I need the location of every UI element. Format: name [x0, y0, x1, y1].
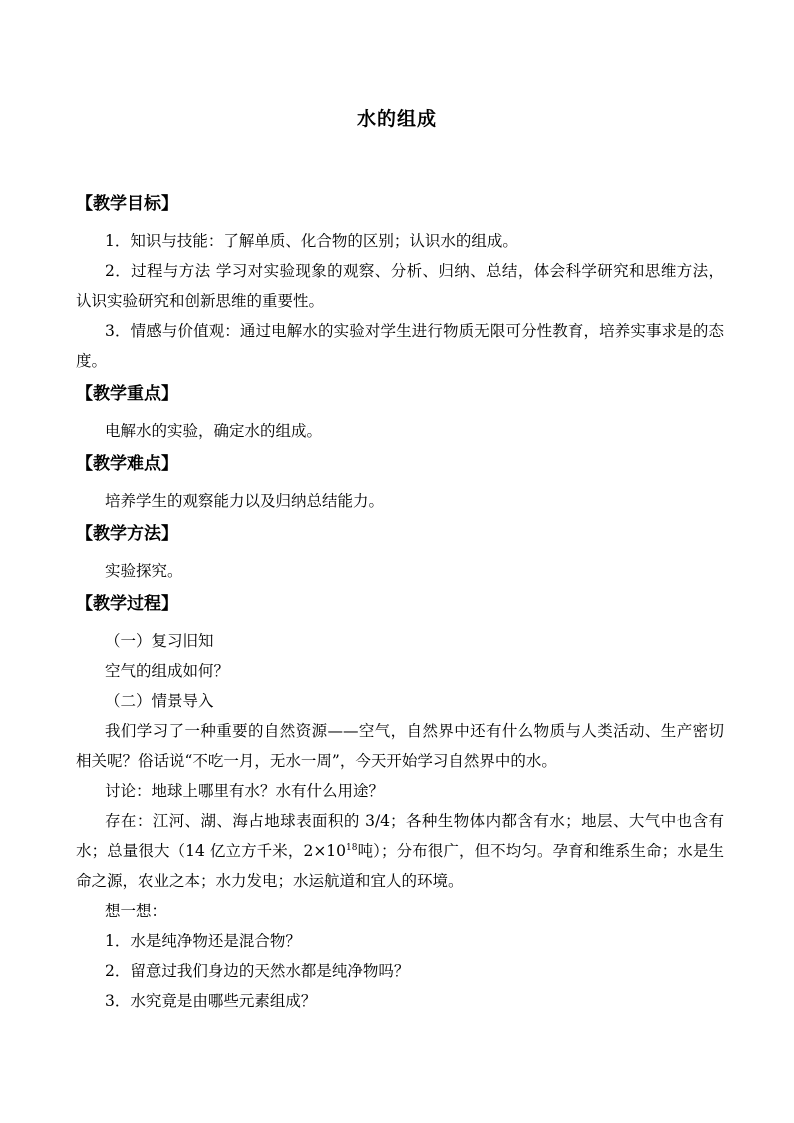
difficulties-text: 培养学生的观察能力以及归纳总结能力。: [105, 492, 385, 510]
document-body: [76, 188, 724, 1016]
section-heading-difficulties: 【教学难点】: [76, 454, 178, 474]
section-heading-process: 【教学过程】: [76, 594, 178, 614]
goal-item-1: 1．知识与技能：了解单质、化合物的区别；认识水的组成。: [105, 232, 518, 250]
key-points-text: 电解水的实验，确定水的组成。: [105, 422, 323, 440]
section-heading-key-points: 【教学重点】: [76, 384, 178, 404]
existence-text-part2: 吨）；分布很广，但不均匀。孕育和维系生命；水是生命之源，农业之本；水力发电；水运航道和宜人的环境。: [76, 842, 724, 890]
existence-text-part1: 存在：江河、湖、海占地球表面积的 3/4；各种生物体内都含有水；地层、大气中也含有水；总量很大（14 亿立方千米，2×10: [76, 812, 724, 860]
discussion-text: 讨论：地球上哪里有水？水有什么用途？: [105, 782, 385, 800]
section-heading-goals: 【教学目标】: [76, 194, 178, 214]
think-label: 想一想：: [105, 902, 168, 920]
review-question: 空气的组成如何？: [105, 662, 230, 680]
review-label: （一）复习旧知: [105, 632, 214, 650]
goal-item-3: 3．情感与价值观：通过电解水的实验对学生进行物质无限可分性教育，培养实事求是的态度。: [76, 322, 724, 370]
methods-text: 实验探究。: [105, 562, 183, 580]
intro-label: （二）情景导入: [105, 692, 214, 710]
think-item-2: 2．留意过我们身边的天然水都是纯净物吗？: [105, 962, 410, 980]
existence-exponent: 18: [346, 842, 358, 853]
intro-text: 我们学习了一种重要的自然资源——空气，自然界中还有什么物质与人类活动、生产密切相关呢？俗话说“不吃一月，无水一周”，今天开始学习自然界中的水。: [76, 722, 724, 770]
section-heading-methods: 【教学方法】: [76, 524, 178, 544]
think-item-3: 3．水究竟是由哪些元素组成？: [105, 992, 317, 1010]
think-item-1: 1．水是纯净物还是混合物？: [105, 932, 301, 950]
existence-text: [76, 806, 724, 896]
goal-item-2: 2．过程与方法 学习对实验现象的观察、分析、归纳、总结，体会科学研究和思维方法，认识实验研究和创新思维的重要性。: [76, 262, 724, 310]
document-title: 水的组成: [356, 108, 437, 130]
